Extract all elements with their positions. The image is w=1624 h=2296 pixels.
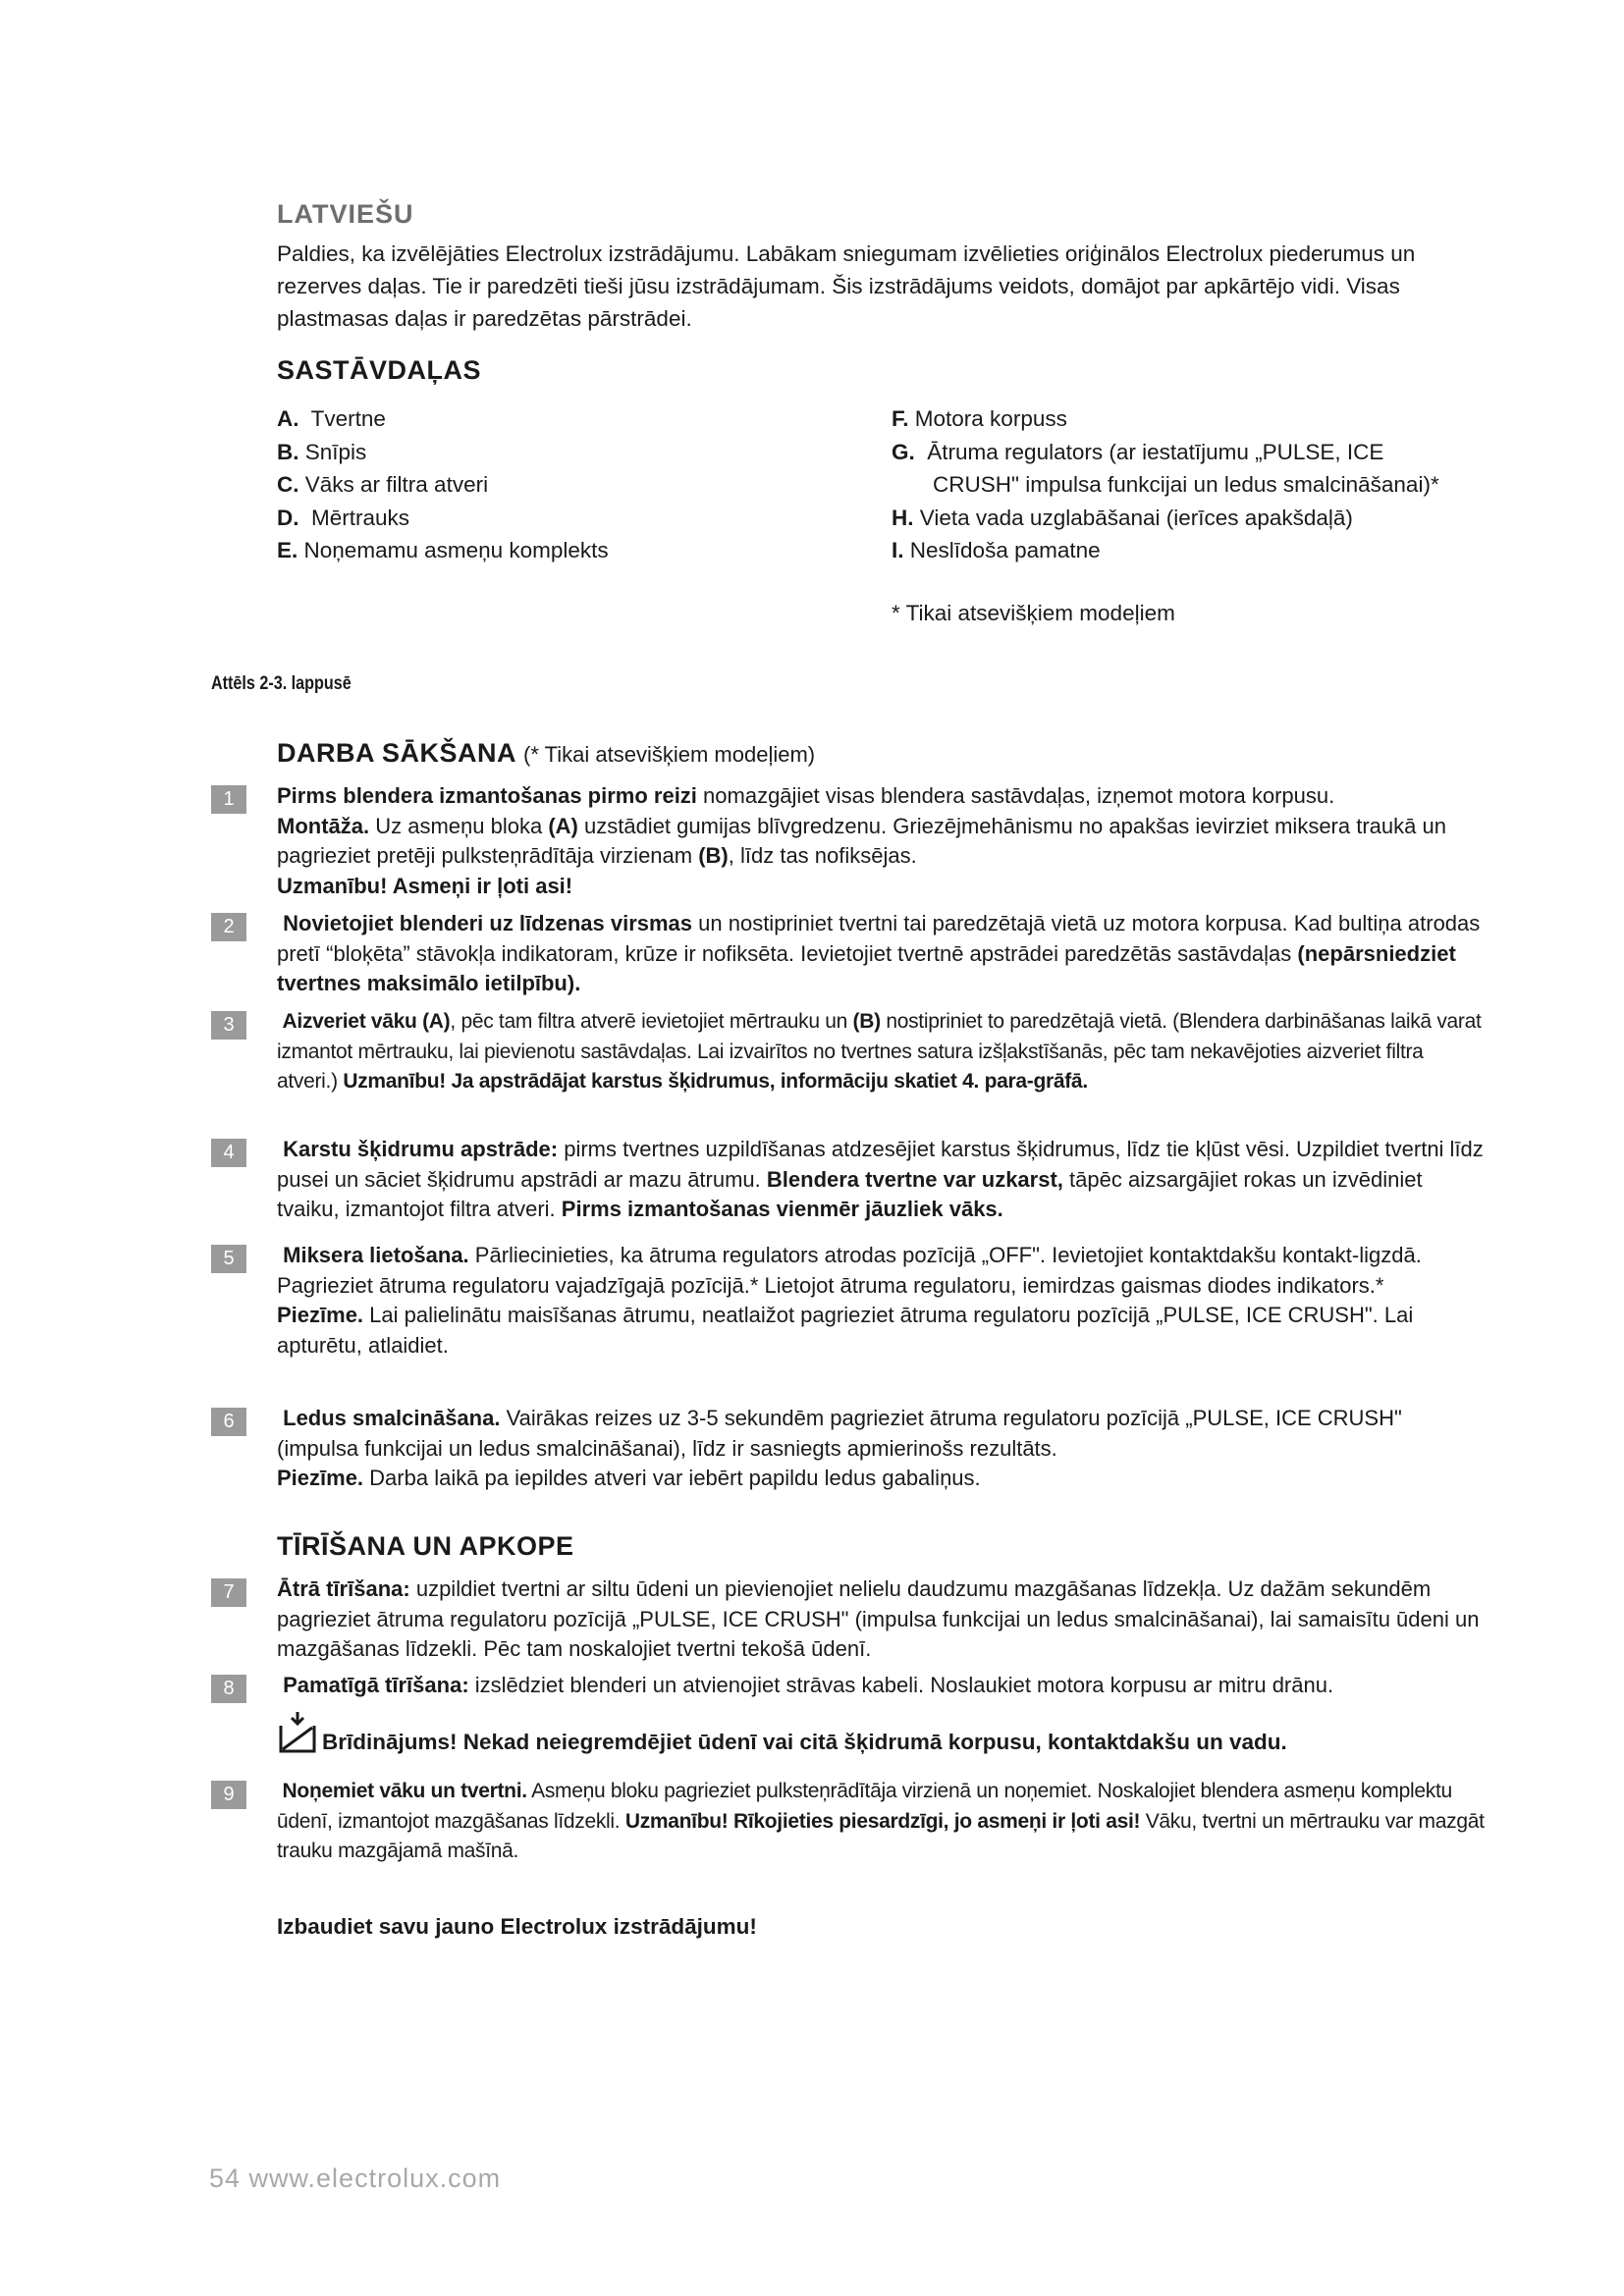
component-item-f: F. Motora korpuss	[892, 406, 1067, 431]
step-number-3: 3	[211, 1011, 246, 1040]
step-3-text: Aizveriet vāku (A), pēc tam filtra atverē ievietojiet mērtrauku un (B) nostipriniet to paredzētajā vietā. (Blendera darbināšanas laikā varat izmantot mērtrauku, lai pievienotu sastāvdaļas. Lai izvairītos no tvertnes satura izšļakstīšanās, pēc tam nekavējoties aizveriet filtra atveri.) Uzmanību! Ja apstrādājat karstus šķidrumus, informāciju skatiet 4. para-grāfā.	[277, 1010, 1482, 1093]
page-footer: 54 www.electrolux.com	[209, 2163, 502, 2193]
warning-row	[277, 1710, 1287, 1755]
step-9-text: Noņemiet vāku un tvertni. Asmeņu bloku pagrieziet pulksteņrādītāja virzienā un noņemiet. Noskalojiet blendera asmeņu komplektu ūdenī, izmantojot mazgāšanas līdzekli. Uzmanību! Rīkojieties piesardzīgi, jo asmeņi ir ļoti asi! Vāku, tvertni un mērtrauku var mazgāt trauku mazgājamā mašīnā.	[277, 1780, 1485, 1862]
step-8-text: Pamatīgā tīrīšana: izslēdziet blenderi un atvienojiet strāvas kabeli. Noslaukiet motora korpusu ar mitru drānu.	[283, 1673, 1334, 1697]
step-6-text: Ledus smalcināšana. Vairākas reizes uz 3-5 sekundēm pagrieziet ātruma regulatoru pozīcijā „PULSE, ICE CRUSH" (impulsa funkcijai un ledus smalcināšanai), līdz ir sasniegts apmierinošs rezultāts. Piezīme. Darba laikā pa iepildes atveri var iebērt papildu ledus gabaliņus.	[277, 1406, 1402, 1490]
step-number-5: 5	[211, 1245, 246, 1273]
cleaning-heading: TĪRĪŠANA UN APKOPE	[277, 1531, 574, 1561]
component-item-b: B. Snīpis	[277, 439, 367, 464]
components-list-right	[892, 402, 1439, 567]
component-item-i: I. Neslīdoša pamatne	[892, 538, 1101, 562]
step-number-9: 9	[211, 1781, 246, 1809]
component-item-e: E. Noņemamu asmeņu komplekts	[277, 538, 609, 562]
step-1-text: Pirms blendera izmantošanas pirmo reizi nomazgājiet visas blendera sastāvdaļas, izņemot motora korpusu. Montāža. Uz asmeņu bloka (A) uzstādiet gumijas blīvgredzenu. Griezējmehānismu no apakšas ievirziet miksera traukā un pagrieziet pretēji pulksteņrādītāja virzienam (B), līdz tas nofiksējas. Uzmanību! Asmeņi ir ļoti asi!	[277, 783, 1446, 898]
warning-text: Brīdinājums! Nekad neiegremdējiet ūdenī vai citā šķidrumā korpusu, kontaktdakšu un vadu.	[322, 1730, 1287, 1754]
closing-line: Izbaudiet savu jauno Electrolux izstrādājumu!	[277, 1914, 757, 1939]
step-number-6: 6	[211, 1408, 246, 1436]
getting-started-heading: DARBA SĀKŠANA (* Tikai atsevišķiem modeļiem)	[277, 738, 816, 768]
components-heading: SASTĀVDAĻAS	[277, 355, 482, 385]
step-number-8: 8	[211, 1675, 246, 1703]
component-item-h: H. Vieta vada uzglabāšanai (ierīces apakšdaļā)	[892, 505, 1353, 530]
component-item-g: G. Ātruma regulators (ar iestatījumu „PULSE, ICE	[892, 439, 1384, 464]
step-number-4: 4	[211, 1139, 246, 1167]
step-2-text: Novietojiet blenderi uz līdzenas virsmas un nostipriniet tvertni tai paredzētajā vietā uz motora korpusa. Kad bultiņa atrodas pretī “bloķēta” stāvokļa indikatoram, krūze ir nofiksēta. Ievietojiet tvertnē apstrādei paredzētās sastāvdaļas (nepārsniedziet tvertnes maksimālo ietilpību).	[277, 911, 1481, 995]
step-number-1: 1	[211, 785, 246, 814]
models-note: * Tikai atsevišķiem modeļiem	[892, 601, 1175, 625]
language-title: LATVIEŠU	[277, 199, 414, 229]
component-item-d: D. Mērtrauks	[277, 505, 410, 530]
figure-reference: Attēls 2-3. lappusē	[211, 673, 352, 694]
step-number-2: 2	[211, 913, 246, 941]
component-item-g-continued: CRUSH" impulsa funkcijai un ledus smalcināšanai)*	[933, 472, 1439, 497]
no-immersion-icon	[277, 1710, 318, 1755]
intro-paragraph: Paldies, ka izvēlējāties Electrolux izstrādājumu. Labākam sniegumam izvēlieties oriģinālos Electrolux piederumus un rezerves daļas. Tie ir paredzēti tieši jūsu izstrādājumam. Šis izstrādājums veidots, domājot par apkārtējo vidi. Visas plastmasas daļas ir paredzētas pārstrādei.	[277, 241, 1416, 331]
components-list-left	[277, 402, 609, 567]
component-item-c: C. Vāks ar filtra atveri	[277, 472, 489, 497]
step-7-text: Ātrā tīrīšana: uzpildiet tvertni ar siltu ūdeni un pievienojiet nelielu daudzumu mazgāšanas līdzekļa. Uz dažām sekundēm pagrieziet ātruma regulatoru pozīcijā „PULSE, ICE CRUSH" (impulsa funkcijai un ledus smalcināšanai), lai samaisītu ūdeni un mazgāšanas līdzekli. Pēc tam noskalojiet tvertni tekošā ūdenī.	[277, 1576, 1480, 1661]
component-item-a: A. Tvertne	[277, 406, 386, 431]
step-number-7: 7	[211, 1578, 246, 1607]
step-5-text: Miksera lietošana. Pārliecinieties, ka ātruma regulators atrodas pozīcijā „OFF". Ievietojiet kontaktdakšu kontakt-ligzdā. Pagrieziet ātruma regulatoru vajadzīgajā pozīcijā.* Lietojot ātruma regulatoru, iemirdzas gaismas diodes indikators.* Piezīme. Lai palielinātu maisīšanas ātrumu, neatlaižot pagrieziet ātruma regulatoru pozīcijā „PULSE, ICE CRUSH". Lai apturētu, atlaidiet.	[277, 1243, 1422, 1358]
step-4-text: Karstu šķidrumu apstrāde: pirms tvertnes uzpildīšanas atdzesējiet karstus šķidrumus, līdz tie kļūst vēsi. Uzpildiet tvertni līdz pusei un sāciet šķidrumu apstrādi ar mazu ātrumu. Blendera tvertne var uzkarst, tāpēc aizsargājiet rokas un izvēdiniet tvaiku, izmantojot filtra atveri. Pirms izmantošanas vienmēr jāuzliek vāks.	[277, 1137, 1484, 1221]
